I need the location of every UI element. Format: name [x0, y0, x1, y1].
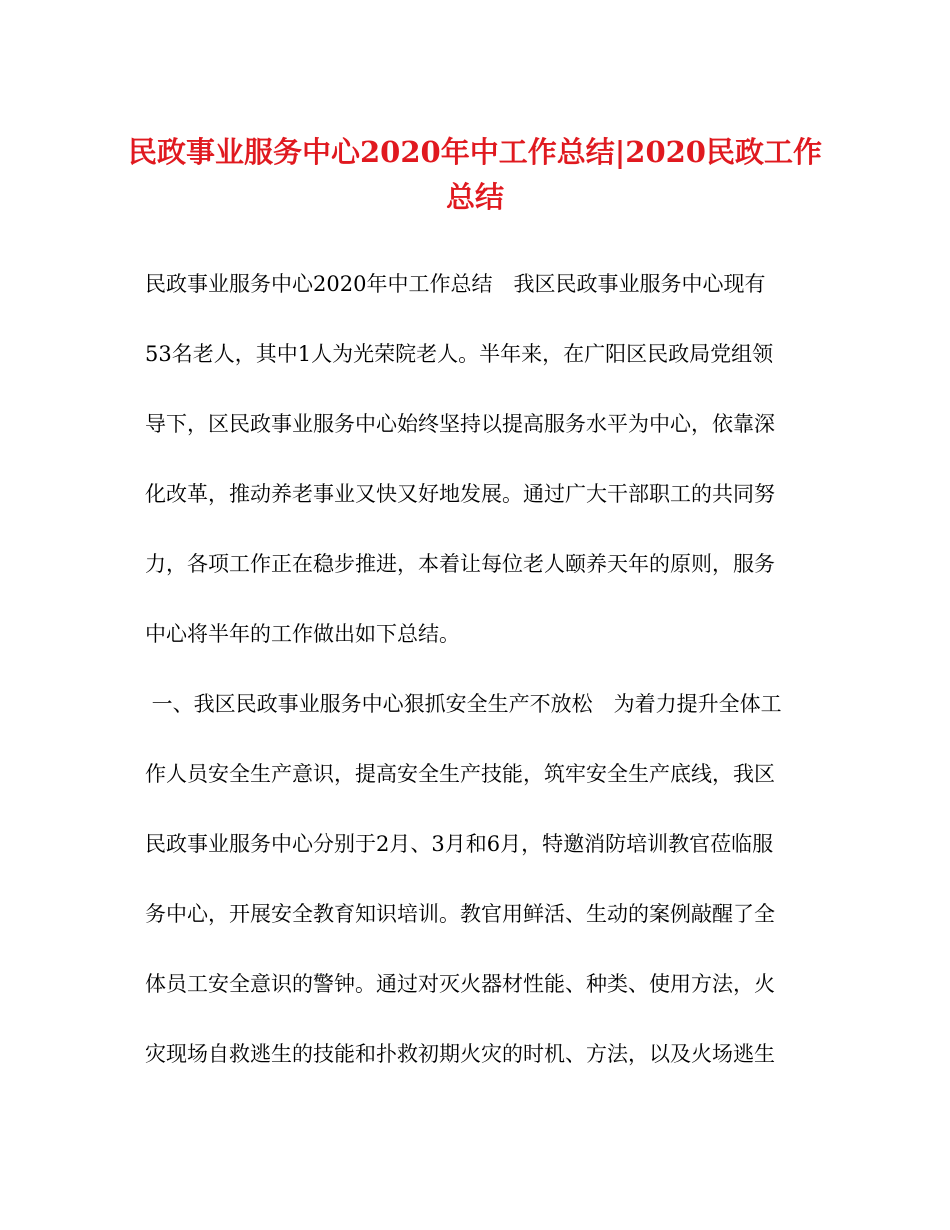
body-line-9: 民政事业服务中心分别于2月、3月和6月，特邀消防培训教官莅临服 — [145, 832, 774, 856]
body-line-7: 一、我区民政事业服务中心狠抓安全生产不放松 为着力提升全体工 — [145, 692, 782, 716]
body-line-6: 中心将半年的工作做出如下总结。 — [145, 622, 460, 646]
body-line-1: 民政事业服务中心2020年中工作总结 我区民政事业服务中心现有 — [145, 272, 766, 296]
document-title-line-2: 总结 — [445, 180, 504, 214]
body-line-2: 53名老人，其中1人为光荣院老人。半年来，在广阳区民政局党组领 — [145, 342, 774, 366]
document-title-line-1: 民政事业服务中心2020年中工作总结|2020民政工作 — [128, 135, 822, 169]
body-line-5: 力，各项工作正在稳步推进，本着让每位老人颐养天年的原则，服务 — [145, 552, 775, 576]
body-line-4: 化改革，推动养老事业又快又好地发展。通过广大干部职工的共同努 — [145, 482, 775, 506]
body-line-12: 灾现场自救逃生的技能和扑救初期火灾的时机、方法，以及火场逃生 — [145, 1042, 775, 1066]
body-line-8: 作人员安全生产意识，提高安全生产技能，筑牢安全生产底线，我区 — [145, 762, 775, 786]
body-line-10: 务中心，开展安全教育知识培训。教官用鲜活、生动的案例敲醒了全 — [145, 902, 775, 926]
body-line-11: 体员工安全意识的警钟。通过对灭火器材性能、种类、使用方法，火 — [145, 972, 775, 996]
body-line-3: 导下，区民政事业服务中心始终坚持以提高服务水平为中心，依靠深 — [145, 412, 775, 436]
